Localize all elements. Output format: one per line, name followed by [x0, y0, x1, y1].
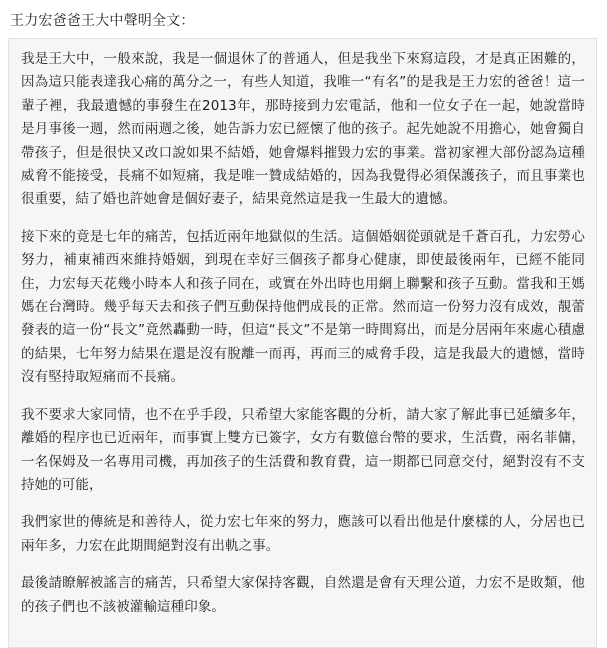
statement-title: 王力宏爸爸王大中聲明全文：: [10, 13, 195, 29]
statement-text-panel: [8, 38, 597, 648]
statement-paragraph-2: 接下來的竟是七年的痛苦，包括近兩年地獄似的生活。這個婚姻從頭就是千蒼百孔，力宏勞心努力，補東補西來維持婚姻，到現在幸好三個孩子都身心健康，即使最後兩年，已經不能同住，力宏每天花幾小時本人和孩子同在，或實在外出時也用網上聯繫和孩子互動。當我和王媽媽在台灣時。幾乎每天去和孩子們互動保持他們成長的正常。然而這一份努力沒有成效，靚蕾發表的這一份“長文”竟然轟動一時，但這“長文”不是第一時間寫出，而是分居兩年來處心積慮的結果，七年努力結果在還是沒有脫離一而再，再而三的威脅手段，這是我最大的遺憾，當時沒有堅持取短痛而不長痛。: [21, 228, 585, 386]
statement-paragraph-4: 我們家世的傳統是和善待人，從力宏七年來的努力，應該可以看出他是什麼樣的人，分居也已兩年多，力宏在此期間絕對沒有出軌之事。: [21, 514, 585, 554]
statement-paragraph-3: 我不要求大家同情，也不在乎手段，只希望大家能客觀的分析，請大家了解此事已延續多年，離婚的程序也已近兩年，而事實上雙方已簽字，女方有數億台幣的要求，生活費，兩名菲傭，一名保姆及一名專用司機，再加孩子的生活費和教育費，這一期都已同意交付，絕對沒有不支持她的可能，: [21, 406, 585, 493]
statement-paragraph-5: 最後請瞭解被謠言的痛苦，只希望大家保持客觀，自然還是會有天理公道，力宏不是敗類，他的孩子們也不該被灌輸這種印象。: [21, 575, 585, 615]
statement-paragraph-1: 我是王大中，一般來說，我是一個退休了的普通人，但是我坐下來寫這段，才是真正困難的，因為這只能表達我心痛的萬分之一，有些人知道，我唯一“有名”的是我是王力宏的爸爸！這一輩子裡，我最遺憾的事發生在2013年，那時接到力宏電話，他和一位女子在一起，她說當時是月事後一週，然而兩週之後，她告訴力宏已經懷了他的孩子。起先她說不用擔心，她會獨自帶孩子，但是很快又改口說如果不結婚，她會爆料摧毀力宏的事業。當初家裡大部份認為這種威脅不能接受，長痛不如短痛，我是唯一贊成結婚的，因為我覺得必須保護孩子，而且事業也很重要，結了婚也許她會是個好妻子，結果竟然這是我一生最大的遺憾。: [21, 51, 585, 208]
